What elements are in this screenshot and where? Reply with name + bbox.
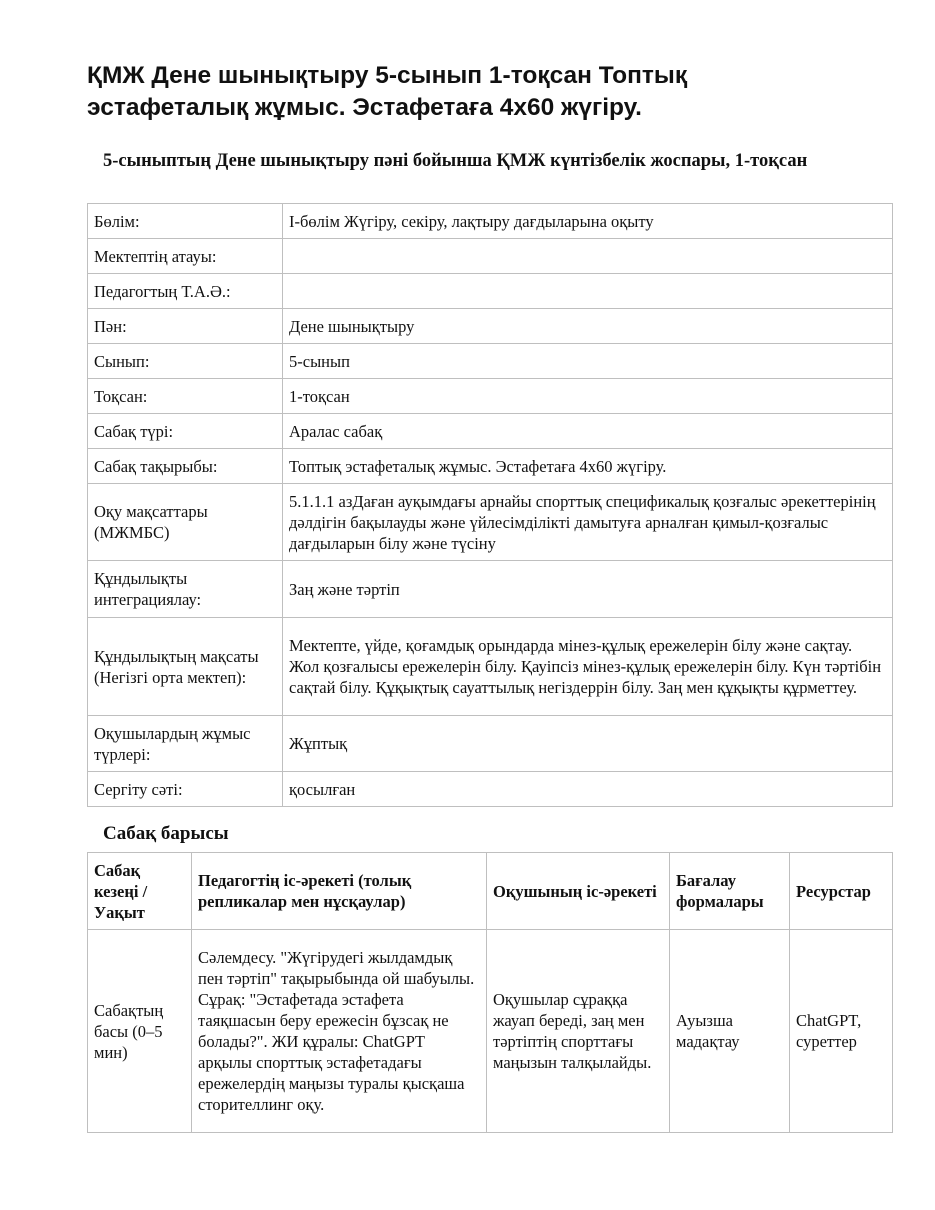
table-row [88,274,893,309]
page-title: ҚМЖ Дене шынықтыру 5-сынып 1-тоқсан Топтық эстафеталық жұмыс. Эстафетаға 4x60 жүгіру. [87,62,688,121]
info-label: Құндылықтың мақсаты (Негізгі орта мектеп): [88,618,283,716]
resources: ChatGPT, суреттер [790,930,893,1133]
table-row [88,772,893,807]
info-value: Аралас сабақ [283,414,893,449]
info-value: Жұптық [283,716,893,772]
info-label: Педагогтың Т.А.Ә.: [88,274,283,309]
student-activity: Оқушылар сұраққа жауап береді, заң мен тәртіптің спорттағы маңызын талқылайды. [487,930,670,1133]
lesson-info-table [87,203,893,807]
info-label: Сынып: [88,344,283,379]
table-row [88,618,893,716]
section-title: Сабақ барысы [103,823,229,844]
column-header: Бағалау формалары [670,853,790,930]
table-header-row [88,853,893,930]
info-label: Оқу мақсаттары (МЖМБС) [88,484,283,561]
lesson-flow-table [87,852,893,1133]
lesson-stage: Сабақтың басы (0–5 мин) [88,930,192,1133]
table-row [88,344,893,379]
info-label: Тоқсан: [88,379,283,414]
info-value: қосылған [283,772,893,807]
assessment-form: Ауызша мадақтау [670,930,790,1133]
info-value: Дене шынықтыру [283,309,893,344]
info-label: Сергіту сәті: [88,772,283,807]
info-value [283,239,893,274]
column-header: Педагогтің іс-әрекеті (толық репликалар мен нұсқаулар) [192,853,487,930]
info-label: Мектептің атауы: [88,239,283,274]
info-value: Топтық эстафеталық жұмыс. Эстафетаға 4x60 жүгіру. [283,449,893,484]
info-label: Бөлім: [88,204,283,239]
teacher-activity: Сәлемдесу. "Жүгірудегі жылдамдық пен тәртіп" тақырыбында ой шабуылы. Сұрақ: "Эстафетада эстафета таяқшасын беру ережесін бұзсақ не болады?". ЖИ құралы: ChatGPT арқылы спорттық эстафетадағы ережелердің маңызы туралы қысқаша сторителлинг оқу. [192,930,487,1133]
table-row [88,379,893,414]
info-label: Пән: [88,309,283,344]
table-row [88,930,893,1133]
info-value: I-бөлім Жүгіру, секіру, лақтыру дағдыларына оқыту [283,204,893,239]
info-label: Құндылықты интеграциялау: [88,561,283,618]
info-value: 1-тоқсан [283,379,893,414]
info-label: Сабақ тақырыбы: [88,449,283,484]
table-row [88,716,893,772]
info-value [283,274,893,309]
table-row [88,239,893,274]
column-header: Оқушының іс-әрекеті [487,853,670,930]
column-header: Ресурстар [790,853,893,930]
table-row [88,414,893,449]
info-label: Сабақ түрі: [88,414,283,449]
table-row [88,561,893,618]
info-label: Оқушылардың жұмыс түрлері: [88,716,283,772]
info-value: Заң және тәртіп [283,561,893,618]
info-value: 5-сынып [283,344,893,379]
info-value: Мектепте, үйде, қоғамдық орындарда мінез-құлық ережелерін білу және сақтау. Жол қозғалысы ережелерін білу. Қауіпсіз мінез-құлық ережелерін білу. Күн тәртібін сақтай білу. Құқықтық сауаттылық негіздеррін білу. Заң мен құқықты құрметтеу. [283,618,893,716]
plan-subtitle: 5-сыныптың Дене шынықтыру пәні бойынша ҚМЖ күнтізбелік жоспары, 1-тоқсан [103,151,808,171]
table-row [88,204,893,239]
table-row [88,309,893,344]
table-row [88,484,893,561]
info-value: 5.1.1.1 азДаған ауқымдағы арнайы спорттық спецификалық қозғалыс әрекеттерінің дәлдігін бақылауды және үйлесімділікті дамытуға арналған қимыл-қозғалыс дағдыларын білу және түсіну [283,484,893,561]
column-header: Сабақ кезеңі / Уақыт [88,853,192,930]
table-row [88,449,893,484]
